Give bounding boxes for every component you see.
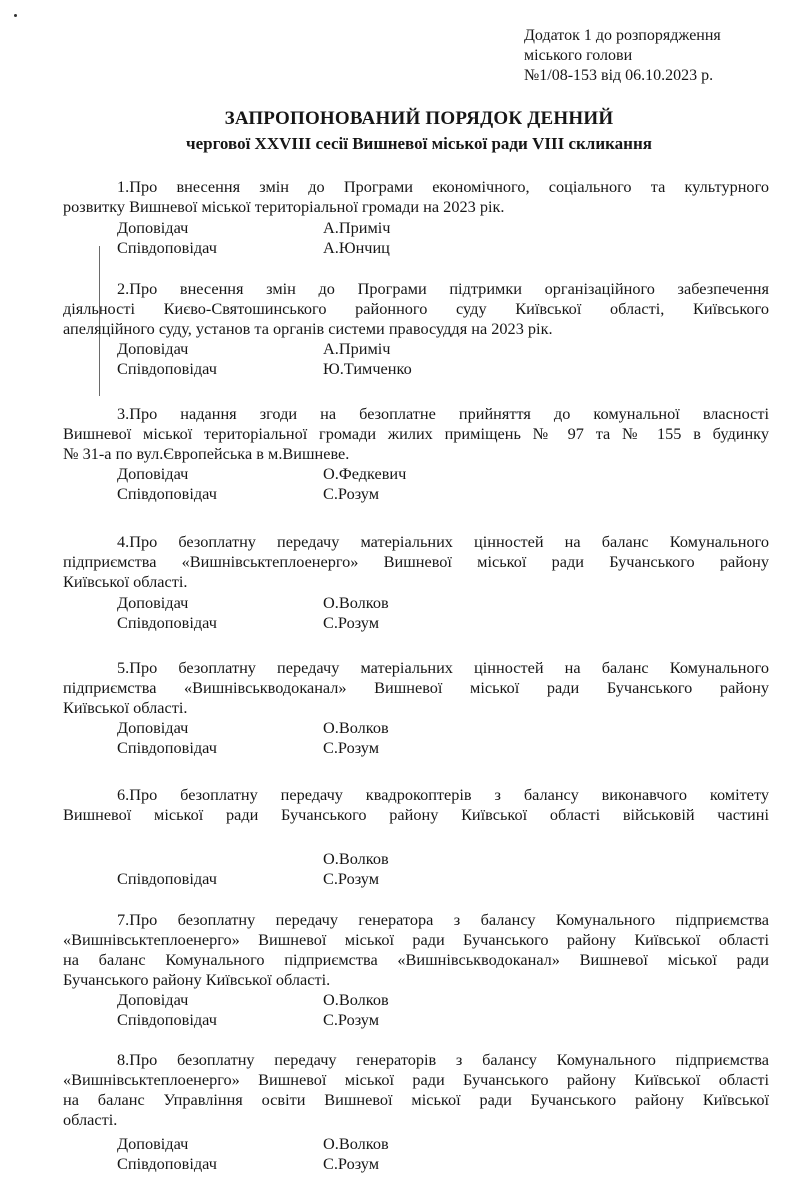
speaker-row	[63, 1134, 769, 1154]
cospeaker-label: Співдоповідач	[117, 1154, 217, 1173]
item-text-line: 8.Про безоплатну передачу генераторів з балансу Комунального підприємства	[117, 1050, 769, 1069]
speaker-row	[63, 593, 769, 613]
speaker-name: А.Приміч	[323, 218, 391, 237]
item-text-line: підприємства «Вишнівськтеплоенерго» Вишневої міської ради Бучанського району	[63, 552, 769, 571]
cospeaker-name: С.Розум	[323, 1010, 380, 1029]
item-text-line: Вишневої міської територіальної громади жилих приміщень № 97 та № 155 в будинку	[63, 424, 769, 443]
cospeaker-label: Співдоповідач	[117, 359, 217, 378]
item-text-line: діяльності Києво-Святошинського районного суду Київської області, Київського	[63, 299, 769, 318]
item-text-line: 4.Про безоплатну передачу матеріальних цінностей на баланс Комунального	[117, 532, 769, 551]
item-text-line: 7.Про безоплатну передачу генератора з балансу Комунального підприємства	[117, 910, 769, 929]
item-text-line: 2.Про внесення змін до Програми підтримки організаційного забезпечення	[117, 279, 769, 298]
item-text-line: на баланс Управління освіти Вишневої міської ради Бучанського району Київської	[63, 1090, 769, 1109]
cospeaker-name: С.Розум	[323, 738, 380, 757]
item-text-line: області.	[63, 1110, 118, 1129]
speaker-name: О.Волков	[323, 849, 389, 868]
cospeaker-name: С.Розум	[323, 869, 380, 888]
item-text-line: 1.Про внесення змін до Програми економічного, соціального та культурного	[117, 177, 769, 196]
speaker-name: О.Волков	[323, 990, 389, 1009]
cospeaker-row	[63, 1154, 769, 1174]
item-text-line: «Вишнівськтеплоенерго» Вишневої міської ради Бучанського району Київської області	[63, 1070, 769, 1089]
cospeaker-name: С.Розум	[323, 484, 380, 503]
agenda-item	[63, 910, 769, 1030]
speaker-label: Доповідач	[117, 990, 189, 1009]
speaker-label: Доповідач	[117, 339, 189, 358]
appendix-line: Додаток 1 до розпорядження	[524, 27, 721, 44]
item-text-line: апеляційного суду, установ та органів системи правосуддя на 2023 рік.	[63, 319, 553, 338]
speaker-name: О.Волков	[323, 1134, 389, 1153]
cospeaker-label: Співдоповідач	[117, 238, 217, 257]
cospeaker-row	[63, 238, 769, 258]
speaker-name: О.Волков	[323, 718, 389, 737]
speaker-label: Доповідач	[117, 593, 189, 612]
item-text-line: Київської області.	[63, 572, 188, 591]
speaker-label: Доповідач	[117, 464, 189, 483]
item-text-line: 5.Про безоплатну передачу матеріальних цінностей на баланс Комунального	[117, 658, 769, 677]
appendix-line: №1/08-153 від 06.10.2023 р.	[524, 67, 714, 84]
cospeaker-label: Співдоповідач	[117, 1010, 217, 1029]
speaker-name: О.Волков	[323, 593, 389, 612]
scan-dot	[14, 14, 17, 17]
item-text-line: Київської області.	[63, 698, 188, 717]
speaker-row	[63, 990, 769, 1010]
cospeaker-name: С.Розум	[323, 1154, 380, 1173]
cospeaker-row	[63, 359, 769, 379]
speaker-label: Доповідач	[117, 1134, 189, 1153]
item-text-line: підприємства «Вишнівськводоканал» Вишневої міської ради Бучанського району	[63, 678, 769, 697]
item-text-line: 3.Про надання згоди на безоплатне прийняття до комунальної власності	[117, 404, 769, 423]
item-text-line: «Вишнівськтеплоенерго» Вишневої міської ради Бучанського району Київської області	[63, 930, 769, 949]
cospeaker-name: С.Розум	[323, 613, 380, 632]
speaker-name: О.Федкевич	[323, 464, 407, 483]
speaker-label: Доповідач	[117, 718, 189, 737]
speaker-row	[63, 218, 769, 238]
cospeaker-name: Ю.Тимченко	[323, 359, 412, 378]
item-text-line: 6.Про безоплатну передачу квадрокоптерів з балансу виконавчого комітету	[117, 785, 769, 804]
speaker-row	[63, 849, 769, 869]
cospeaker-row	[63, 484, 769, 504]
agenda-item	[63, 279, 769, 379]
speaker-row	[63, 718, 769, 738]
speaker-row	[63, 464, 769, 484]
cospeaker-label: Співдоповідач	[117, 613, 217, 632]
appendix-note	[524, 26, 721, 86]
page-title: ЗАПРОПОНОВАНИЙ ПОРЯДОК ДЕННИЙ	[224, 108, 614, 129]
item-text-line: № 31-а по вул.Європейська в м.Вишневе.	[63, 444, 350, 463]
speaker-label: Доповідач	[117, 218, 189, 237]
agenda-item	[63, 1050, 769, 1174]
item-text-line: Бучанського району Київської області.	[63, 970, 331, 989]
item-text-line: Вишневої міської ради Бучанського району Київської області військовій частині	[63, 805, 769, 824]
speaker-row	[63, 339, 769, 359]
cospeaker-row	[63, 613, 769, 633]
cospeaker-label: Співдоповідач	[117, 869, 217, 888]
page-subtitle: чергової XXVIII сесії Вишневої міської ради VIII скликання	[186, 134, 652, 153]
agenda-item	[63, 532, 769, 633]
agenda-item	[63, 785, 769, 889]
cospeaker-label: Співдоповідач	[117, 738, 217, 757]
cospeaker-row	[63, 1010, 769, 1030]
agenda-item	[63, 658, 769, 758]
item-text-line: на баланс Комунального підприємства «Вишнівськводоканал» Вишневої міської ради	[63, 950, 769, 969]
appendix-line: міського голови	[524, 47, 633, 64]
cospeaker-row	[63, 869, 769, 889]
item-text-line: розвитку Вишневої міської територіальної громади на 2023 рік.	[63, 197, 505, 216]
agenda-item	[63, 404, 769, 504]
cospeaker-row	[63, 738, 769, 758]
cospeaker-name: А.Юнчиц	[323, 238, 390, 257]
speaker-name: А.Приміч	[323, 339, 391, 358]
cospeaker-label: Співдоповідач	[117, 484, 217, 503]
agenda-item	[63, 177, 769, 258]
